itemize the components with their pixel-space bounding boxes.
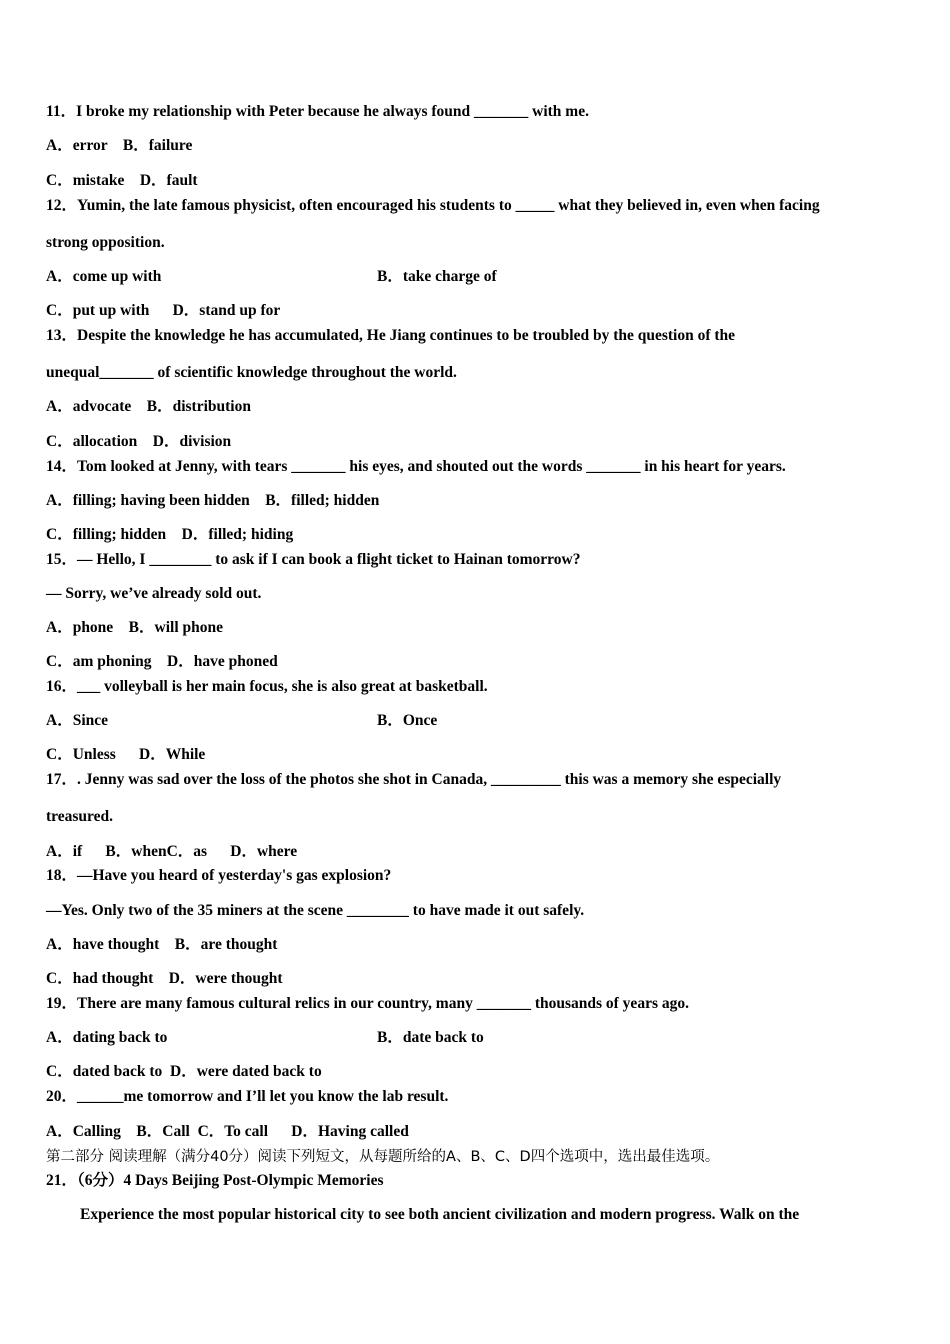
question-15: 15．— Hello, I ________ to ask if I can book a flight ticket to Hainan tomorrow? <box>46 551 581 568</box>
q16-option-a: A．Since <box>46 712 109 729</box>
q20-options: A．Calling B．Call C．To call D．Having called <box>46 1123 409 1140</box>
q15-options-cd: C．am phoning D．have phoned <box>46 653 278 670</box>
question-20: 20．______me tomorrow and I’ll let you know the lab result. <box>46 1088 449 1105</box>
q11-options-ab: A．error B．failure <box>46 137 193 154</box>
q14-options-ab: A．filling; having been hidden B．filled; hidden <box>46 492 380 509</box>
q16-options-cd: C．Unless D．While <box>46 746 206 763</box>
section-heading: 第二部分 阅读理解（满分40分）阅读下列短文，从每题所给的A、B、C、D四个选项中，选出最佳选项。 <box>46 1149 720 1165</box>
question-13: 13．Despite the knowledge he has accumulated, He Jiang continues to be troubled by the question of the <box>46 327 736 344</box>
question-21-title: 21．（6分）4 Days Beijing Post-Olympic Memories <box>46 1172 384 1189</box>
question-15-reply: — Sorry, we’ve already sold out. <box>46 585 262 602</box>
q16-option-b: B．Once <box>377 712 438 729</box>
question-11: 11．I broke my relationship with Peter because he always found _______ with me. <box>46 103 589 120</box>
q13-options-ab: A．advocate B．distribution <box>46 398 251 415</box>
question-14: 14．Tom looked at Jenny, with tears _______ his eyes, and shouted out the words _______ in his heart for years. <box>46 458 786 475</box>
question-18-reply: —Yes. Only two of the 35 miners at the scene ________ to have made it out safely. <box>46 902 585 919</box>
question-12: 12．Yumin, the late famous physicist, often encouraged his students to _____ what they believed in, even when facing <box>46 197 820 214</box>
q12-option-a: A．come up with <box>46 268 162 285</box>
q11-options-cd: C．mistake D．fault <box>46 172 198 189</box>
q18-options-ab: A．have thought B．are thought <box>46 936 278 953</box>
passage-paragraph: Experience the most popular historical city to see both ancient civilization and modern progress. Walk on the <box>80 1206 800 1223</box>
question-16: 16．___ volleyball is her main focus, she is also great at basketball. <box>46 678 488 695</box>
q12-options-cd: C．put up with D．stand up for <box>46 302 281 319</box>
q19-options-cd: C．dated back to D．were dated back to <box>46 1063 322 1080</box>
q17-options: A．if B．whenC．as D．where <box>46 843 298 860</box>
question-18: 18．—Have you heard of yesterday's gas explosion? <box>46 867 392 884</box>
q18-options-cd: C．had thought D．were thought <box>46 970 283 987</box>
question-19: 19．There are many famous cultural relics in our country, many _______ thousands of years ago. <box>46 995 689 1012</box>
q12-option-b: B．take charge of <box>377 268 497 285</box>
question-17-cont: treasured. <box>46 808 114 825</box>
q19-option-b: B．date back to <box>377 1029 484 1046</box>
q15-options-ab: A．phone B．will phone <box>46 619 224 636</box>
q13-options-cd: C．allocation D．division <box>46 433 232 450</box>
question-12-cont: strong opposition. <box>46 234 165 251</box>
q19-option-a: A．dating back to <box>46 1029 168 1046</box>
q14-options-cd: C．filling; hidden D．filled; hiding <box>46 526 294 543</box>
question-13-cont: unequal_______ of scientific knowledge throughout the world. <box>46 364 457 381</box>
question-17: 17．. Jenny was sad over the loss of the photos she shot in Canada, _________ this was a memory she especially <box>46 771 782 788</box>
